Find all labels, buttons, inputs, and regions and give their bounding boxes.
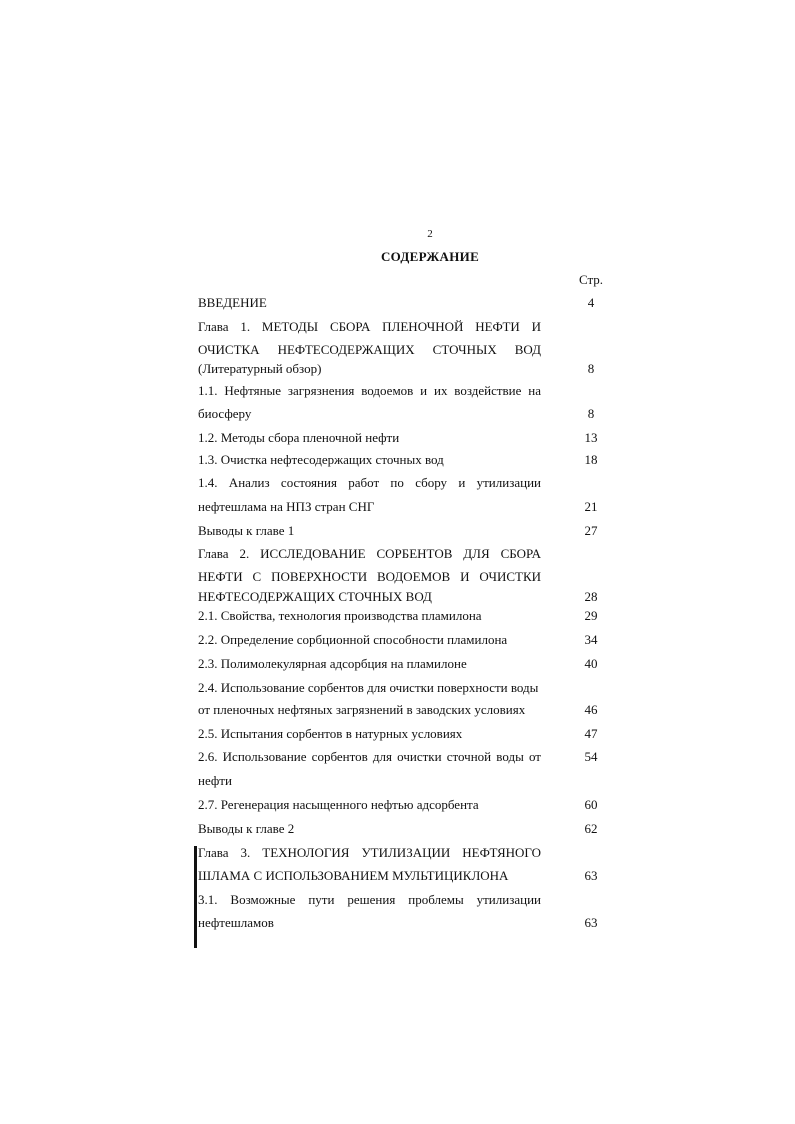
toc-entry-text: ШЛАМА С ИСПОЛЬЗОВАНИЕМ МУЛЬТИЦИКЛОНА: [198, 868, 509, 883]
toc-entry-text: Выводы к главе 1: [198, 523, 295, 538]
toc-entry-page: 54: [584, 749, 598, 764]
toc-entry-text: биосферу: [198, 406, 252, 421]
toc-entry-page: 21: [584, 499, 598, 514]
toc-entry-page: 47: [584, 726, 598, 741]
toc-entry-page: 29: [584, 608, 598, 623]
toc-entry-page: 40: [584, 656, 598, 671]
toc-entry-text: ВВЕДЕНИЕ: [198, 295, 267, 310]
toc-entry-text: 2.1. Свойства, технология производства пламилона: [198, 608, 482, 623]
toc-entry-text: 2.5. Испытания сорбентов в натурных условиях: [198, 726, 463, 741]
toc-entry-text: Выводы к главе 2: [198, 821, 295, 836]
toc-entry-page: 4: [587, 295, 595, 310]
toc-entry-page: 18: [584, 452, 598, 467]
toc-entry-text: Глава 2. ИССЛЕДОВАНИЕ СОРБЕНТОВ ДЛЯ СБОРА: [198, 546, 541, 561]
toc-entry-page: 46: [584, 702, 598, 717]
toc-entry-text: 1.1. Нефтяные загрязнения водоемов и их воздействие на: [198, 383, 541, 398]
toc-entry-text: от пленочных нефтяных загрязнений в заводских условиях: [198, 702, 526, 717]
toc-entry-page: 60: [584, 797, 598, 812]
toc-entry-page: 8: [587, 406, 595, 421]
toc-entry-text: нефти: [198, 773, 232, 788]
toc-entry-page: 27: [584, 523, 598, 538]
toc-entry-text: Глава 1. МЕТОДЫ СБОРА ПЛЕНОЧНОЙ НЕФТИ И: [198, 319, 541, 334]
toc-entry-page: 28: [584, 589, 598, 604]
toc-entry-text: ОЧИСТКА НЕФТЕСОДЕРЖАЩИХ СТОЧНЫХ ВОД: [198, 342, 541, 357]
page-title: СОДЕРЖАНИЕ: [380, 249, 480, 264]
scan-edge-mark: [194, 846, 197, 948]
toc-entry-text: 1.3. Очистка нефтесодержащих сточных вод: [198, 452, 444, 467]
toc-entry-text: 3.1. Возможные пути решения проблемы утилизации: [198, 892, 541, 907]
toc-entry-text: 1.2. Методы сбора пленочной нефти: [198, 430, 400, 445]
toc-entry-text: Глава 3. ТЕХНОЛОГИЯ УТИЛИЗАЦИИ НЕФТЯНОГО: [198, 845, 541, 860]
toc-entry-page: 63: [584, 915, 598, 930]
toc-entry-text: нефтешламов: [198, 915, 274, 930]
toc-entry-text: 2.4. Использование сорбентов для очистки поверхности воды: [198, 680, 539, 695]
toc-entry-text: 2.6. Использование сорбентов для очистки сточной воды от: [198, 749, 541, 764]
toc-entry-text: НЕФТЕСОДЕРЖАЩИХ СТОЧНЫХ ВОД: [198, 589, 432, 604]
toc-entry-page: 34: [584, 632, 598, 647]
toc-entry-page: 8: [587, 361, 595, 376]
page-number: 2: [427, 228, 433, 240]
toc-entry-text: НЕФТИ С ПОВЕРХНОСТИ ВОДОЕМОВ И ОЧИСТКИ: [198, 569, 541, 584]
toc-entry-page: 13: [584, 430, 598, 445]
toc-entry-text: 2.3. Полимолекулярная адсорбция на пламилоне: [198, 656, 467, 671]
toc-entry-page: 63: [584, 868, 598, 883]
toc-entry-text: (Литературный обзор): [198, 361, 322, 376]
toc-entry-text: 2.7. Регенерация насыщенного нефтью адсорбента: [198, 797, 479, 812]
toc-entry-page: 62: [584, 821, 598, 836]
toc-entry-text: нефтешлама на НПЗ стран СНГ: [198, 499, 375, 514]
toc-entry-text: 2.2. Определение сорбционной способности пламилона: [198, 632, 508, 647]
toc-entry-text: 1.4. Анализ состояния работ по сбору и утилизации: [198, 475, 541, 490]
page-column-header: Стр.: [578, 272, 604, 287]
